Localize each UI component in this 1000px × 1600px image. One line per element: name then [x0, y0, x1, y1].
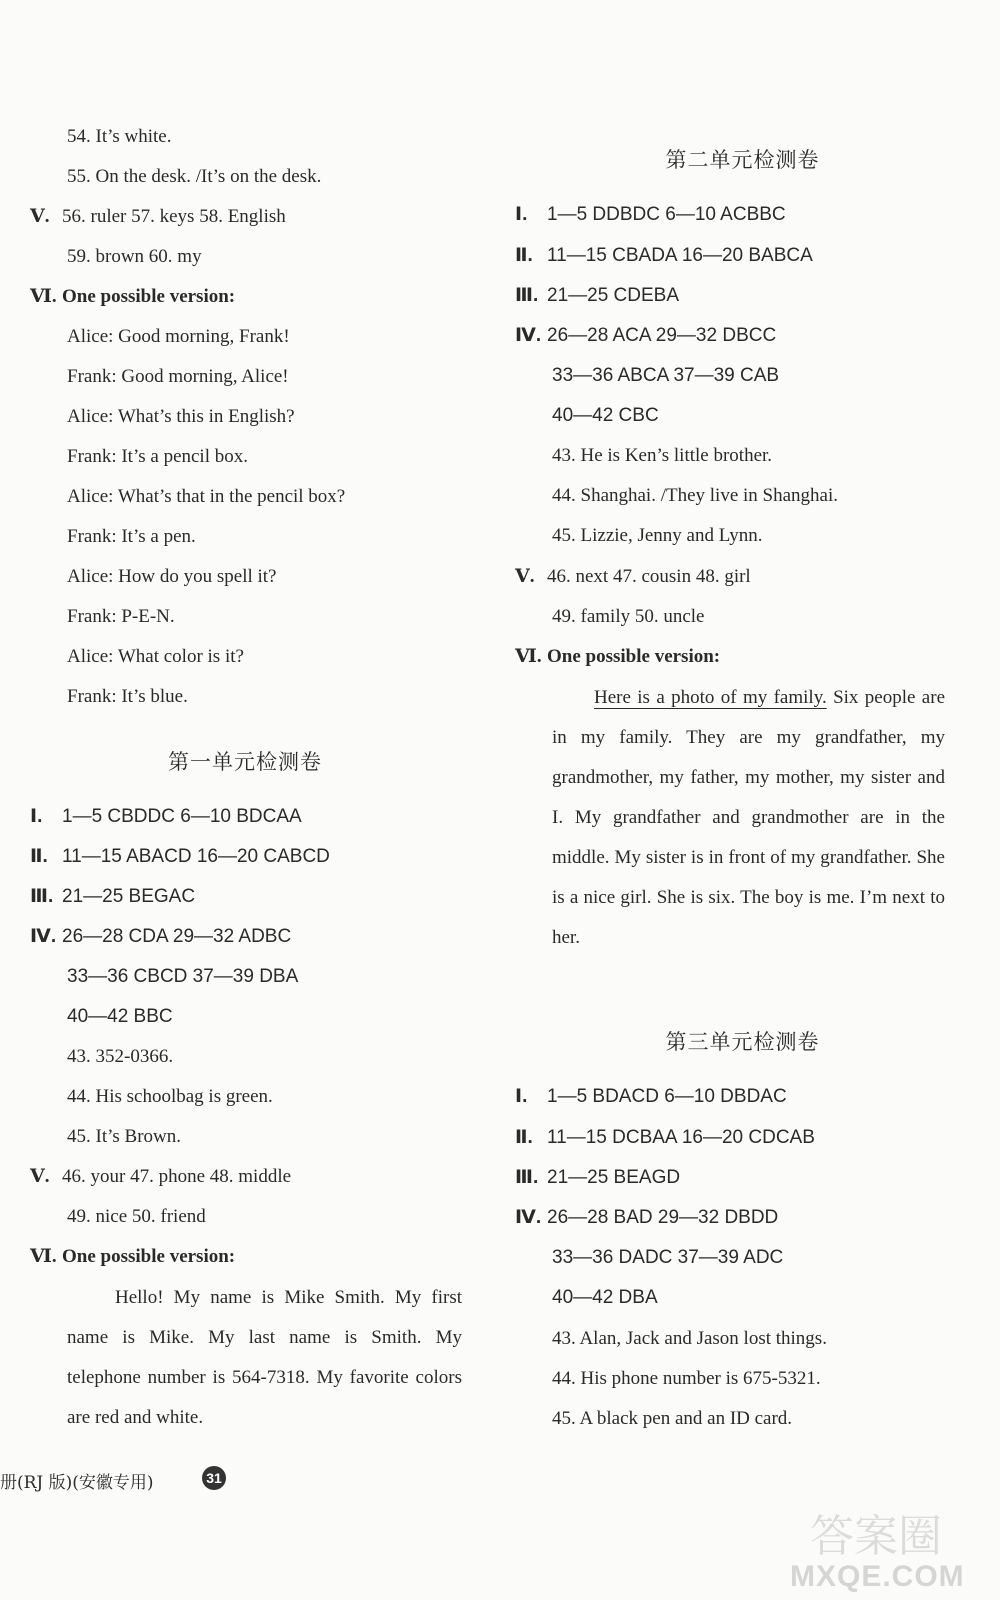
unit2-section-iv-row3: 40—42 CBC: [552, 405, 659, 426]
answer-text: 21—25 BEAGD: [547, 1167, 681, 1188]
unit2-essay: [552, 678, 945, 958]
roman-numeral: Ⅵ.: [30, 286, 57, 307]
unit2-answer-45: 45. Lizzie, Jenny and Lynn.: [552, 525, 763, 546]
roman-numeral: Ⅱ.: [515, 1127, 533, 1148]
unit2-section-i: [515, 202, 786, 228]
answer-text: 11—15 ABACD 16—20 CABCD: [62, 846, 330, 867]
unit3-section-iv-row2: 33—36 DADC 37—39 ADC: [552, 1247, 784, 1268]
watermark-text: MXQE.COM: [790, 1560, 965, 1593]
unit3-section-ii: [515, 1125, 815, 1151]
roman-numeral: Ⅵ.: [515, 646, 542, 667]
unit3-section-iv: [515, 1205, 778, 1231]
answer-text: 21—25 CDEBA: [547, 285, 680, 306]
unit1-section-vi-title: [30, 1244, 235, 1270]
section-v-row2: 59. brown 60. my: [67, 246, 202, 267]
watermark: [790, 1500, 980, 1596]
roman-numeral: Ⅳ.: [515, 1207, 542, 1228]
unit1-section-iii: [30, 884, 195, 910]
unit2-section-v-row2: 49. family 50. uncle: [552, 606, 705, 627]
answer-text: 21—25 BEGAC: [62, 886, 196, 907]
answer-text: 1—5 BDACD 6—10 DBDAC: [547, 1086, 787, 1107]
section-vi-title: [30, 284, 235, 310]
roman-numeral: Ⅲ.: [515, 1167, 539, 1188]
unit1-title: 第一单元检测卷: [168, 750, 322, 774]
unit3-section-iii: [515, 1165, 680, 1191]
answer-text: 26—28 BAD 29—32 DBDD: [547, 1207, 779, 1228]
unit1-section-i: [30, 804, 302, 830]
unit2-section-v-row1: [515, 564, 751, 590]
roman-numeral: Ⅱ.: [515, 245, 533, 266]
dialogue-line: Alice: What color is it?: [67, 646, 244, 667]
roman-numeral: Ⅴ.: [30, 206, 50, 227]
unit1-section-v-row1: [30, 1164, 291, 1190]
unit1-section-iv: [30, 924, 291, 950]
unit3-section-i: [515, 1084, 787, 1110]
unit1-answer-43: 43. 352-0366.: [67, 1046, 174, 1067]
unit3-answer-44: 44. His phone number is 675-5321.: [552, 1368, 821, 1389]
dialogue-line: Alice: Good morning, Frank!: [67, 326, 290, 347]
section-v-row1: [30, 204, 286, 230]
roman-numeral: Ⅰ.: [515, 204, 528, 225]
answer-text: 11—15 DCBAA 16—20 CDCAB: [547, 1127, 815, 1148]
roman-numeral: Ⅴ.: [515, 566, 535, 587]
underlined-sentence: Here is a photo of my family.: [594, 687, 827, 708]
answer-55: 55. On the desk. /It’s on the desk.: [67, 166, 322, 187]
roman-numeral: Ⅲ.: [30, 886, 54, 907]
roman-numeral: Ⅱ.: [30, 846, 48, 867]
dialogue-line: Frank: It’s blue.: [67, 686, 188, 707]
dialogue-line: Frank: It’s a pen.: [67, 526, 196, 547]
unit1-section-v-row2: 49. nice 50. friend: [67, 1206, 206, 1227]
version-label: One possible version:: [62, 286, 236, 307]
unit1-section-ii: [30, 844, 330, 870]
unit3-answer-43: 43. Alan, Jack and Jason lost things.: [552, 1328, 827, 1349]
unit1-answer-45: 45. It’s Brown.: [67, 1126, 181, 1147]
answer-text: 1—5 CBDDC 6—10 BDCAA: [62, 806, 302, 827]
unit2-section-iii: [515, 283, 679, 309]
dialogue-line: Frank: It’s a pencil box.: [67, 446, 248, 467]
answer-text: 1—5 DDBDC 6—10 ACBBC: [547, 204, 786, 225]
roman-numeral: Ⅵ.: [30, 1246, 57, 1267]
footer-text: 册(RJ 版)(安徽专用): [0, 1473, 154, 1493]
dialogue-line: Alice: What’s that in the pencil box?: [67, 486, 346, 507]
answer-text: 11—15 CBADA 16—20 BABCA: [547, 245, 813, 266]
page-number: 31: [202, 1466, 226, 1490]
version-label: One possible version:: [547, 646, 721, 667]
unit3-answer-45: 45. A black pen and an ID card.: [552, 1408, 793, 1429]
unit1-section-iv-row3: 40—42 BBC: [67, 1006, 173, 1027]
unit2-answer-43: 43. He is Ken’s little brother.: [552, 445, 773, 466]
version-label: One possible version:: [62, 1246, 236, 1267]
unit2-section-vi-title: [515, 644, 720, 670]
answer-text: 46. your 47. phone 48. middle: [62, 1166, 292, 1187]
unit1-essay: Hello! My name is Mike Smith. My first name is Mike. My last name is Smith. My telephone number is 564-7318. My favorite colors are red and white.: [67, 1287, 462, 1428]
answer-text: 26—28 ACA 29—32 DBCC: [547, 325, 777, 346]
essay-text: Six people are in my family. They are my grandfather, my grandmother, my father, my mother, my sister and I. My grandfather and grandmother are in the middle. My sister is in front of my grandfather. She is a nice girl. She is six. The boy is me. I’m next to her.: [552, 687, 945, 948]
roman-numeral: Ⅲ.: [515, 285, 539, 306]
roman-numeral: Ⅳ.: [515, 325, 542, 346]
unit3-section-iv-row3: 40—42 DBA: [552, 1287, 658, 1308]
dialogue-line: Frank: Good morning, Alice!: [67, 366, 289, 387]
watermark-logo: 答案圈: [810, 1511, 942, 1562]
unit2-section-iv-row2: 33—36 ABCA 37—39 CAB: [552, 365, 780, 386]
unit2-section-iv: [515, 323, 776, 349]
dialogue-line: Alice: How do you spell it?: [67, 566, 277, 587]
unit1-answer-44: 44. His schoolbag is green.: [67, 1086, 273, 1107]
unit1-section-iv-row2: 33—36 CBCD 37—39 DBA: [67, 966, 299, 987]
dialogue-line: Frank: P-E-N.: [67, 606, 175, 627]
dialogue-line: Alice: What’s this in English?: [67, 406, 295, 427]
answer-text: 56. ruler 57. keys 58. English: [62, 206, 286, 227]
unit3-title: 第三单元检测卷: [665, 1030, 820, 1054]
roman-numeral: Ⅰ.: [515, 1086, 528, 1107]
roman-numeral: Ⅰ.: [30, 806, 43, 827]
unit2-answer-44: 44. Shanghai. /They live in Shanghai.: [552, 485, 839, 506]
answer-text: 26—28 CDA 29—32 ADBC: [62, 926, 292, 947]
unit2-section-ii: [515, 243, 813, 269]
unit2-title: 第二单元检测卷: [665, 148, 820, 172]
answer-54: 54. It’s white.: [67, 126, 172, 147]
roman-numeral: Ⅴ.: [30, 1166, 50, 1187]
roman-numeral: Ⅳ.: [30, 926, 57, 947]
answer-text: 46. next 47. cousin 48. girl: [547, 566, 751, 587]
